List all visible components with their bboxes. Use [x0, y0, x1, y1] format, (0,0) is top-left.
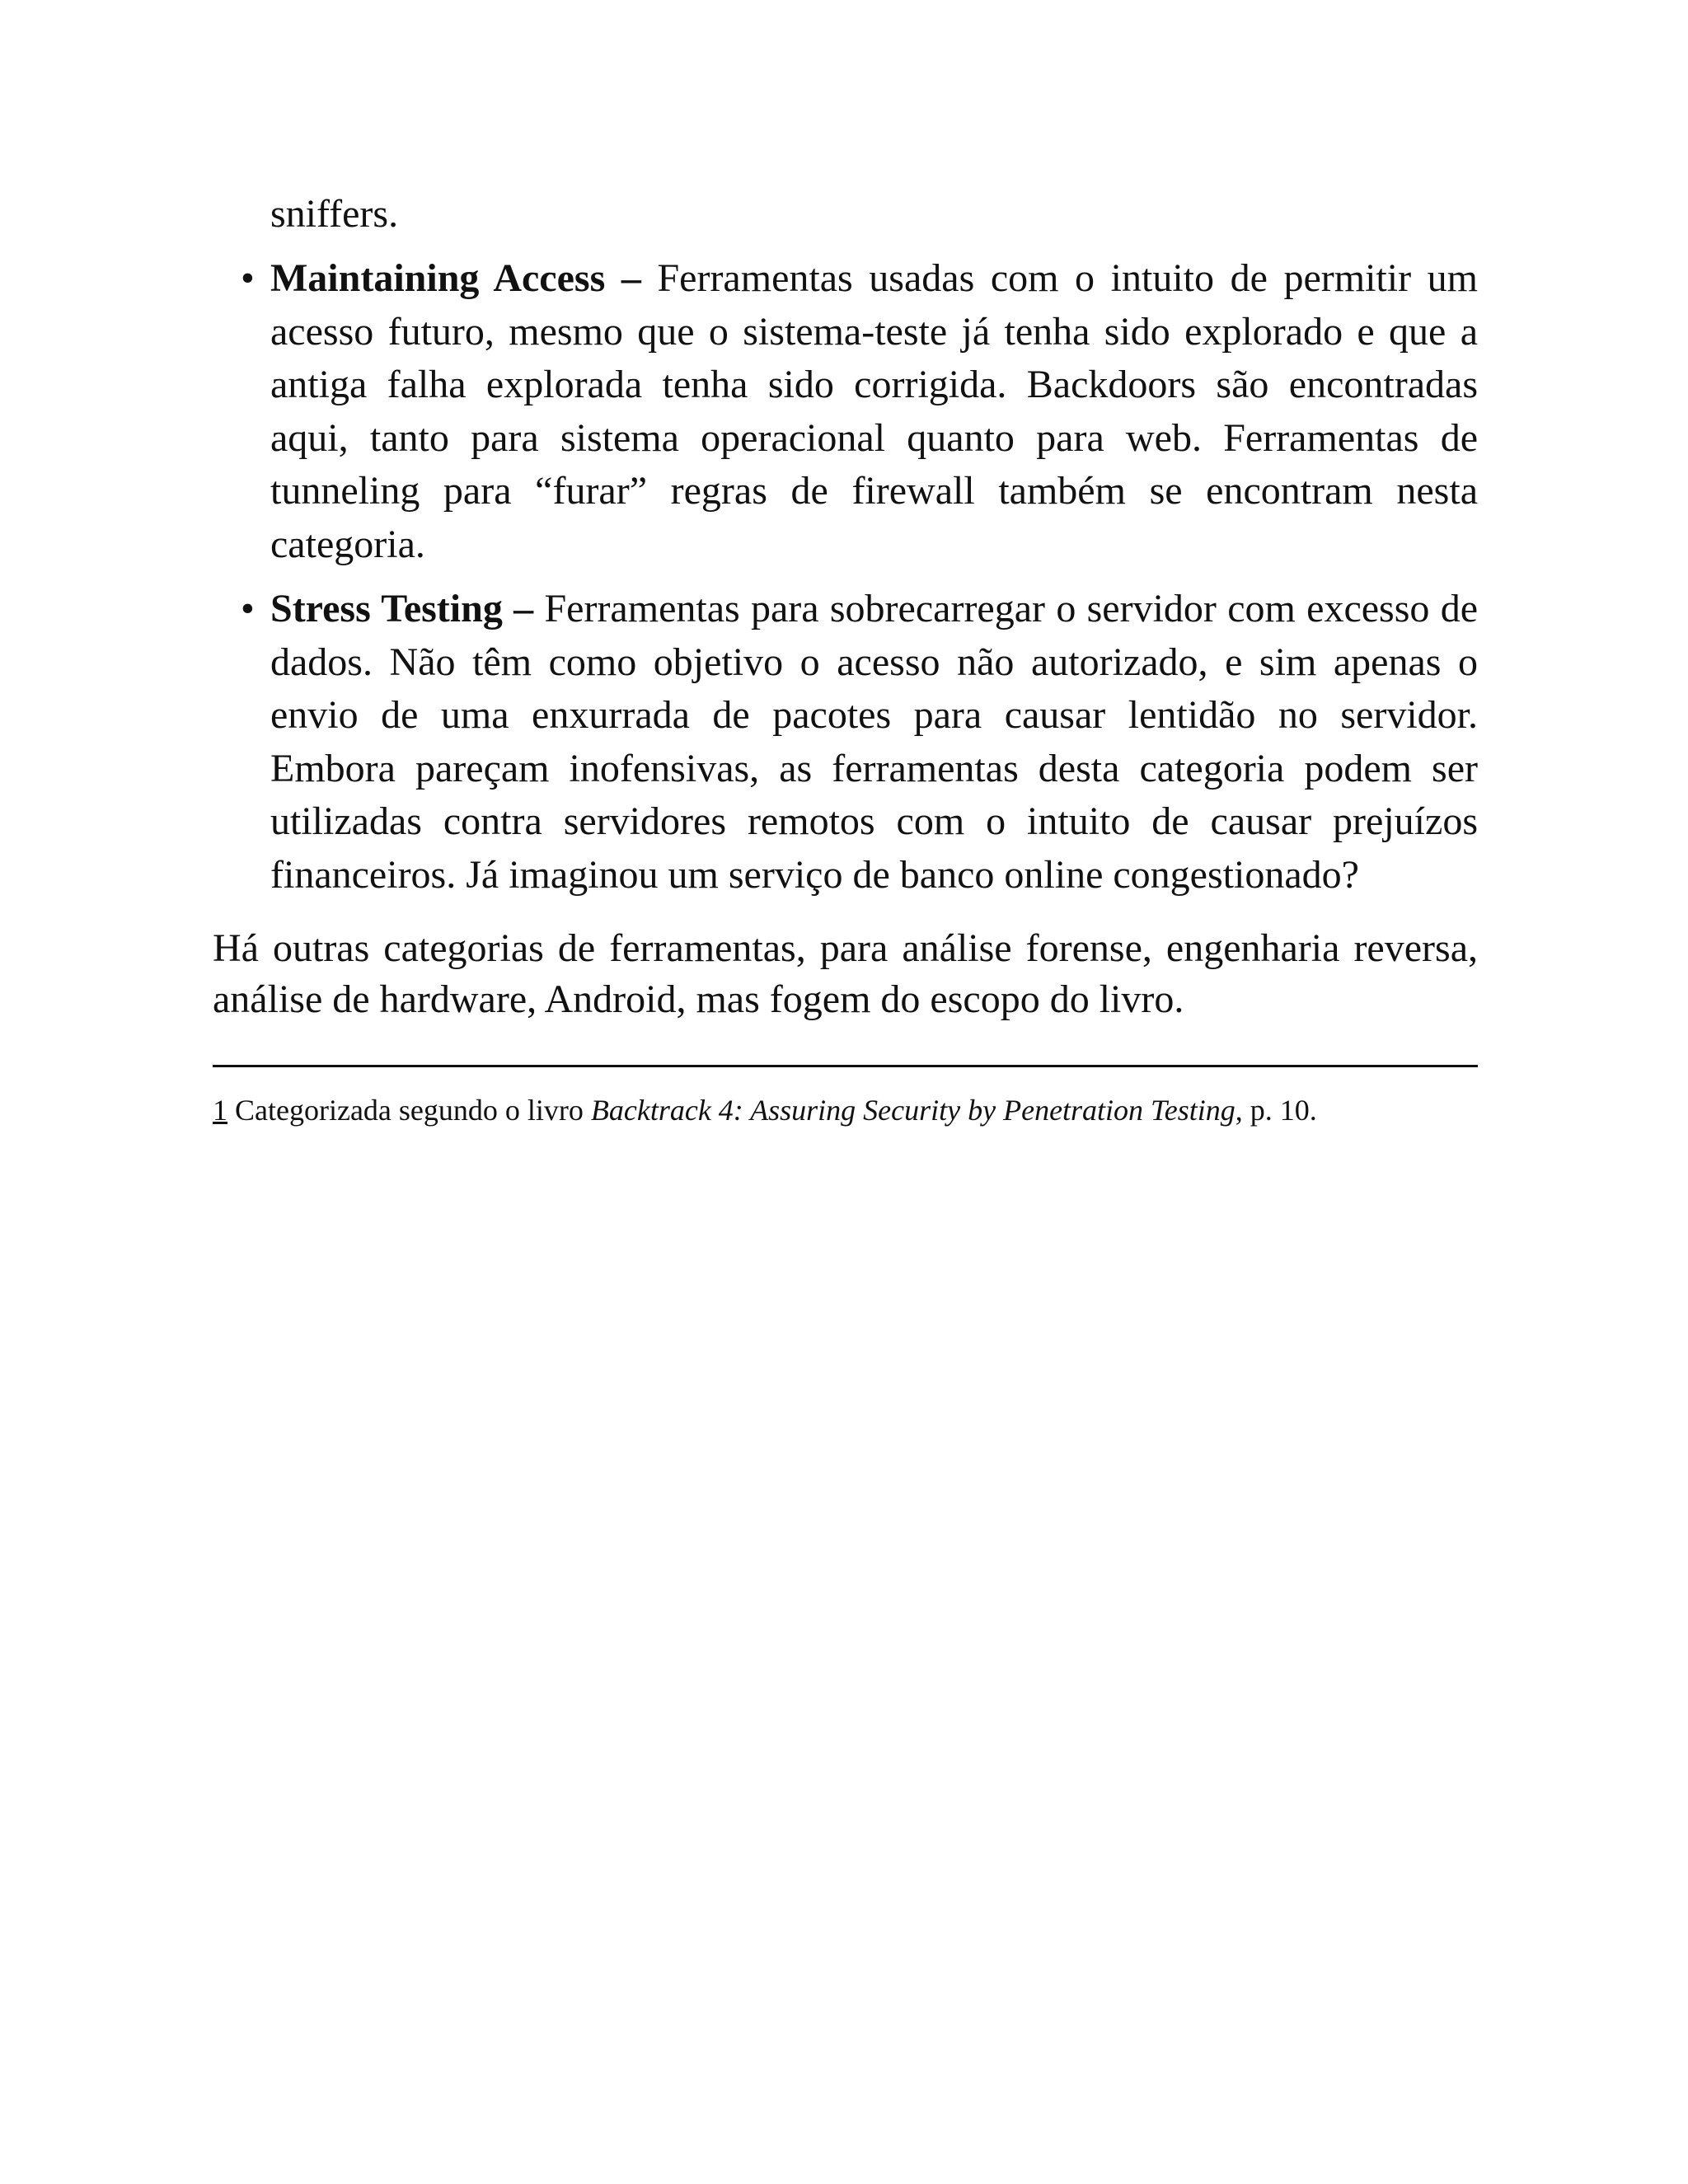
continued-text: sniffers.: [270, 192, 399, 236]
bullet-dash: –: [621, 256, 641, 300]
footnote-prefix: Categorizada segundo o livro: [235, 1094, 584, 1127]
bullet-description: Ferramentas usadas com o intuito de permitir um acesso futuro, mesmo que o sistema-teste já tenha sido explorado e que a antiga falha explorada tenha sido corrigida. Backdoors são encontradas aqui, tanto para sistema operacional quanto para web. Ferramentas de tunneling para “furar” regras de firewall também se encontram nesta categoria.: [270, 256, 1479, 566]
bullet-icon: •: [241, 587, 255, 630]
bullet-icon: •: [241, 256, 255, 300]
footnote-divider: [213, 1065, 1478, 1067]
bullet-term: Maintaining Access: [270, 256, 606, 300]
bullet-dash: –: [513, 587, 534, 630]
bullet-description: Ferramentas para sobrecarregar o servidor com excesso de dados. Não têm como objetivo o acesso não autorizado, e sim apenas o envio de uma enxurrada de pacotes para causar lentidão no servidor. Embora pareçam inofensivas, as ferramentas desta categoria podem ser utilizadas contra servidores remotos com o intuito de causar prejuízos financeiros. Já imaginou um serviço de banco online congestionado?: [270, 587, 1479, 897]
page-content: [213, 188, 1478, 1128]
footnote-suffix: , p. 10.: [1235, 1094, 1317, 1127]
footnote-book-title: Backtrack 4: Assuring Security by Penetration Testing: [590, 1094, 1236, 1127]
list-item-maintaining-access: [213, 252, 1478, 571]
footnote-number: 1: [213, 1094, 227, 1127]
body-paragraph: Há outras categorias de ferramentas, para análise forense, engenharia reversa, análise de hardware, Android, mas fogem do escopo do livro.: [213, 926, 1478, 1021]
list-item-stress-testing: [213, 583, 1478, 902]
footnote: [213, 1092, 1478, 1128]
bullet-term: Stress Testing: [270, 587, 503, 630]
